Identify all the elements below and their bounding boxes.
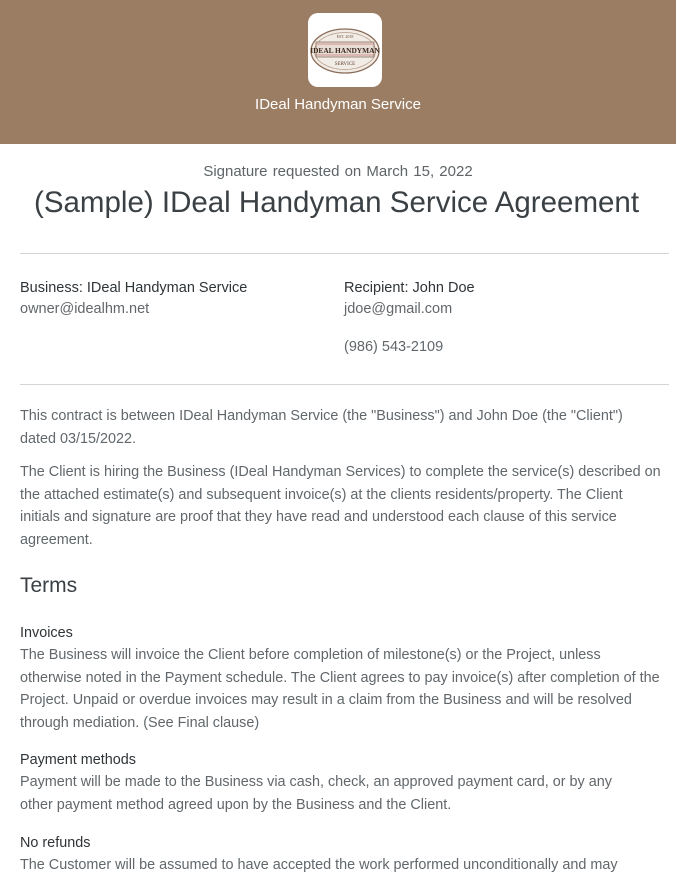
- company-name: IDeal Handyman Service: [255, 96, 421, 113]
- intro-p2-line-4: agreement.: [20, 531, 93, 548]
- recipient-email: jdoe@gmail.com: [344, 301, 453, 317]
- term-no-refunds: [20, 832, 670, 877]
- term-line: otherwise noted in the Payment schedule. The Client agrees to pay invoice(s) after completion of the: [20, 669, 660, 686]
- term-line: other payment method agreed upon by the Business and the Client.: [20, 796, 452, 813]
- term-line: The Customer will be assumed to have accepted the work performed unconditionally and may: [20, 857, 618, 873]
- intro-p1-line-1: This contract is between IDeal Handyman Service (the "Business") and John Doe (the "Client"): [20, 408, 623, 424]
- intro-p2-line-3: initials and signature are proof that they have read and understood each clause of this service: [20, 509, 617, 525]
- term-line: Payment will be made to the Business via cash, check, an approved payment card, or by any: [20, 774, 612, 790]
- term-title: Invoices: [20, 625, 73, 641]
- term-line: The Business will invoice the Client before completion of milestone(s) or the Project, unless: [20, 647, 601, 663]
- intro-paragraph-1: [20, 405, 670, 450]
- intro-p1-line-2: dated 03/15/2022.: [20, 430, 137, 447]
- recipient-info: [344, 280, 475, 355]
- business-label: Business: IDeal Handyman Service: [20, 280, 248, 296]
- term-title: No refunds: [20, 835, 91, 851]
- signature-requested-text: Signature requested on March 15, 2022: [203, 163, 473, 180]
- recipient-label: Recipient: John Doe: [344, 280, 475, 296]
- logo-emblem-icon: [308, 13, 382, 87]
- logo-top-text: EST. 2018: [336, 34, 354, 39]
- term-title: Payment methods: [20, 752, 136, 768]
- term-line: Project. Unpaid or overdue invoices may result in a claim from the Business and will be resolved: [20, 692, 632, 708]
- business-info: [20, 280, 247, 317]
- document-title: (Sample) IDeal Handyman Service Agreement: [34, 186, 640, 219]
- divider: [20, 253, 669, 254]
- logo-bottom-text: SERVICE: [334, 62, 356, 67]
- term-line: through mediation. (See Final clause): [20, 714, 260, 731]
- intro-p2-line-1: The Client is hiring the Business (IDeal Handyman Services) to complete the service(s) described on: [20, 464, 661, 480]
- term-invoices: [20, 622, 670, 734]
- term-body: [20, 644, 670, 734]
- intro-paragraph-2: [20, 461, 670, 551]
- term-payment-methods: [20, 749, 670, 816]
- company-logo: [308, 13, 382, 87]
- business-email: owner@idealhm.net: [20, 301, 150, 317]
- logo-main-text: IDEAL HANDYMAN: [310, 46, 380, 55]
- terms-heading: Terms: [20, 574, 78, 597]
- intro-p2-line-2: the attached estimate(s) and subsequent invoice(s) at the clients residents/property. The Client: [20, 486, 623, 503]
- recipient-phone: (986) 543-2109: [344, 339, 444, 355]
- header-banner: [0, 0, 676, 144]
- term-body: [20, 771, 670, 816]
- divider: [20, 384, 669, 385]
- term-body: [20, 854, 670, 877]
